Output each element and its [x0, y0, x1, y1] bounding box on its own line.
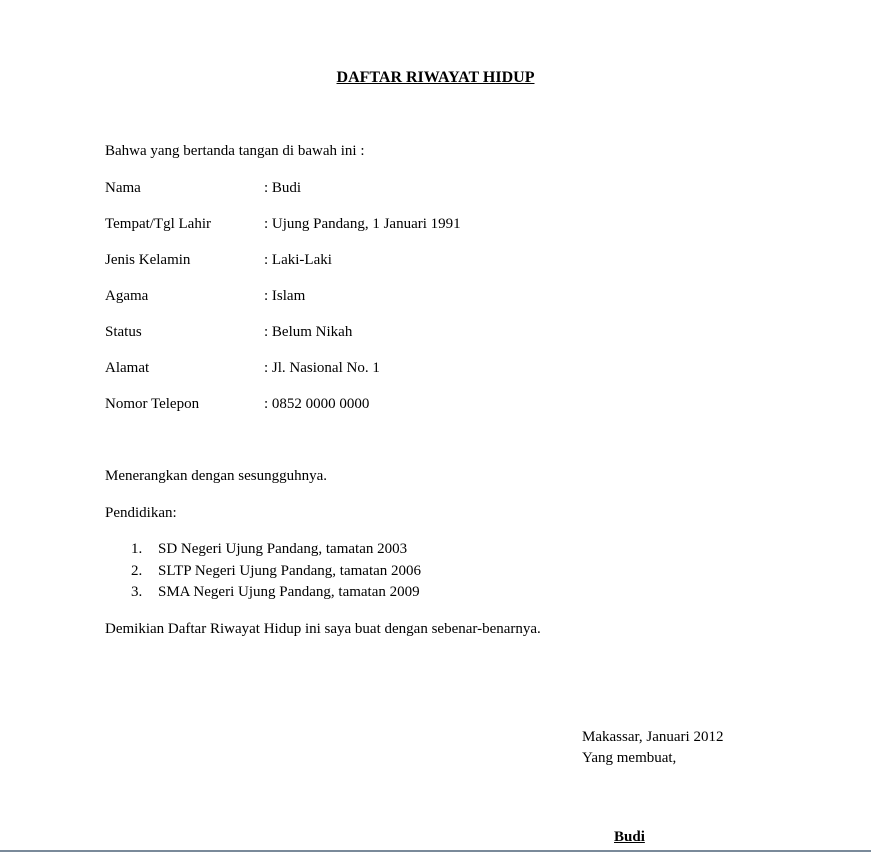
field-label-status: Status: [105, 324, 142, 340]
education-item-text: SLTP Negeri Ujung Pandang, tamatan 2006: [158, 563, 422, 579]
field-label-nomor-telepon: Nomor Telepon: [105, 396, 200, 412]
field-label-alamat: Alamat: [105, 360, 150, 376]
education-item-number: 3.: [131, 584, 143, 600]
signature-name: Budi: [614, 829, 645, 845]
field-value-status: : Belum Nikah: [264, 324, 353, 340]
signature-maker-label: Yang membuat,: [582, 750, 677, 766]
intro-text: Bahwa yang bertanda tangan di bawah ini :: [105, 143, 365, 159]
field-value-nomor-telepon: : 0852 0000 0000: [264, 396, 370, 412]
education-heading: Pendidikan:: [105, 505, 177, 521]
field-label-jenis-kelamin: Jenis Kelamin: [105, 252, 191, 268]
closing-text: Demikian Daftar Riwayat Hidup ini saya buat dengan sebenar-benarnya.: [105, 621, 541, 637]
field-label-agama: Agama: [105, 288, 149, 304]
field-label-nama: Nama: [105, 180, 141, 196]
field-label-tempat-tgl-lahir: Tempat/Tgl Lahir: [105, 216, 211, 232]
document-title: DAFTAR RIWAYAT HIDUP: [336, 69, 535, 86]
education-item-number: 2.: [131, 563, 143, 579]
education-item-text: SD Negeri Ujung Pandang, tamatan 2003: [158, 541, 408, 557]
field-value-alamat: : Jl. Nasional No. 1: [264, 360, 380, 376]
education-item-text: SMA Negeri Ujung Pandang, tamatan 2009: [158, 584, 420, 600]
field-value-jenis-kelamin: : Laki-Laki: [264, 252, 332, 268]
education-item-number: 1.: [131, 541, 143, 557]
field-value-tempat-tgl-lahir: : Ujung Pandang, 1 Januari 1991: [264, 216, 461, 232]
statement-text: Menerangkan dengan sesungguhnya.: [105, 468, 328, 484]
field-value-agama: : Islam: [264, 288, 306, 304]
signature-place-date: Makassar, Januari 2012: [582, 729, 724, 745]
field-value-nama: : Budi: [264, 180, 302, 196]
